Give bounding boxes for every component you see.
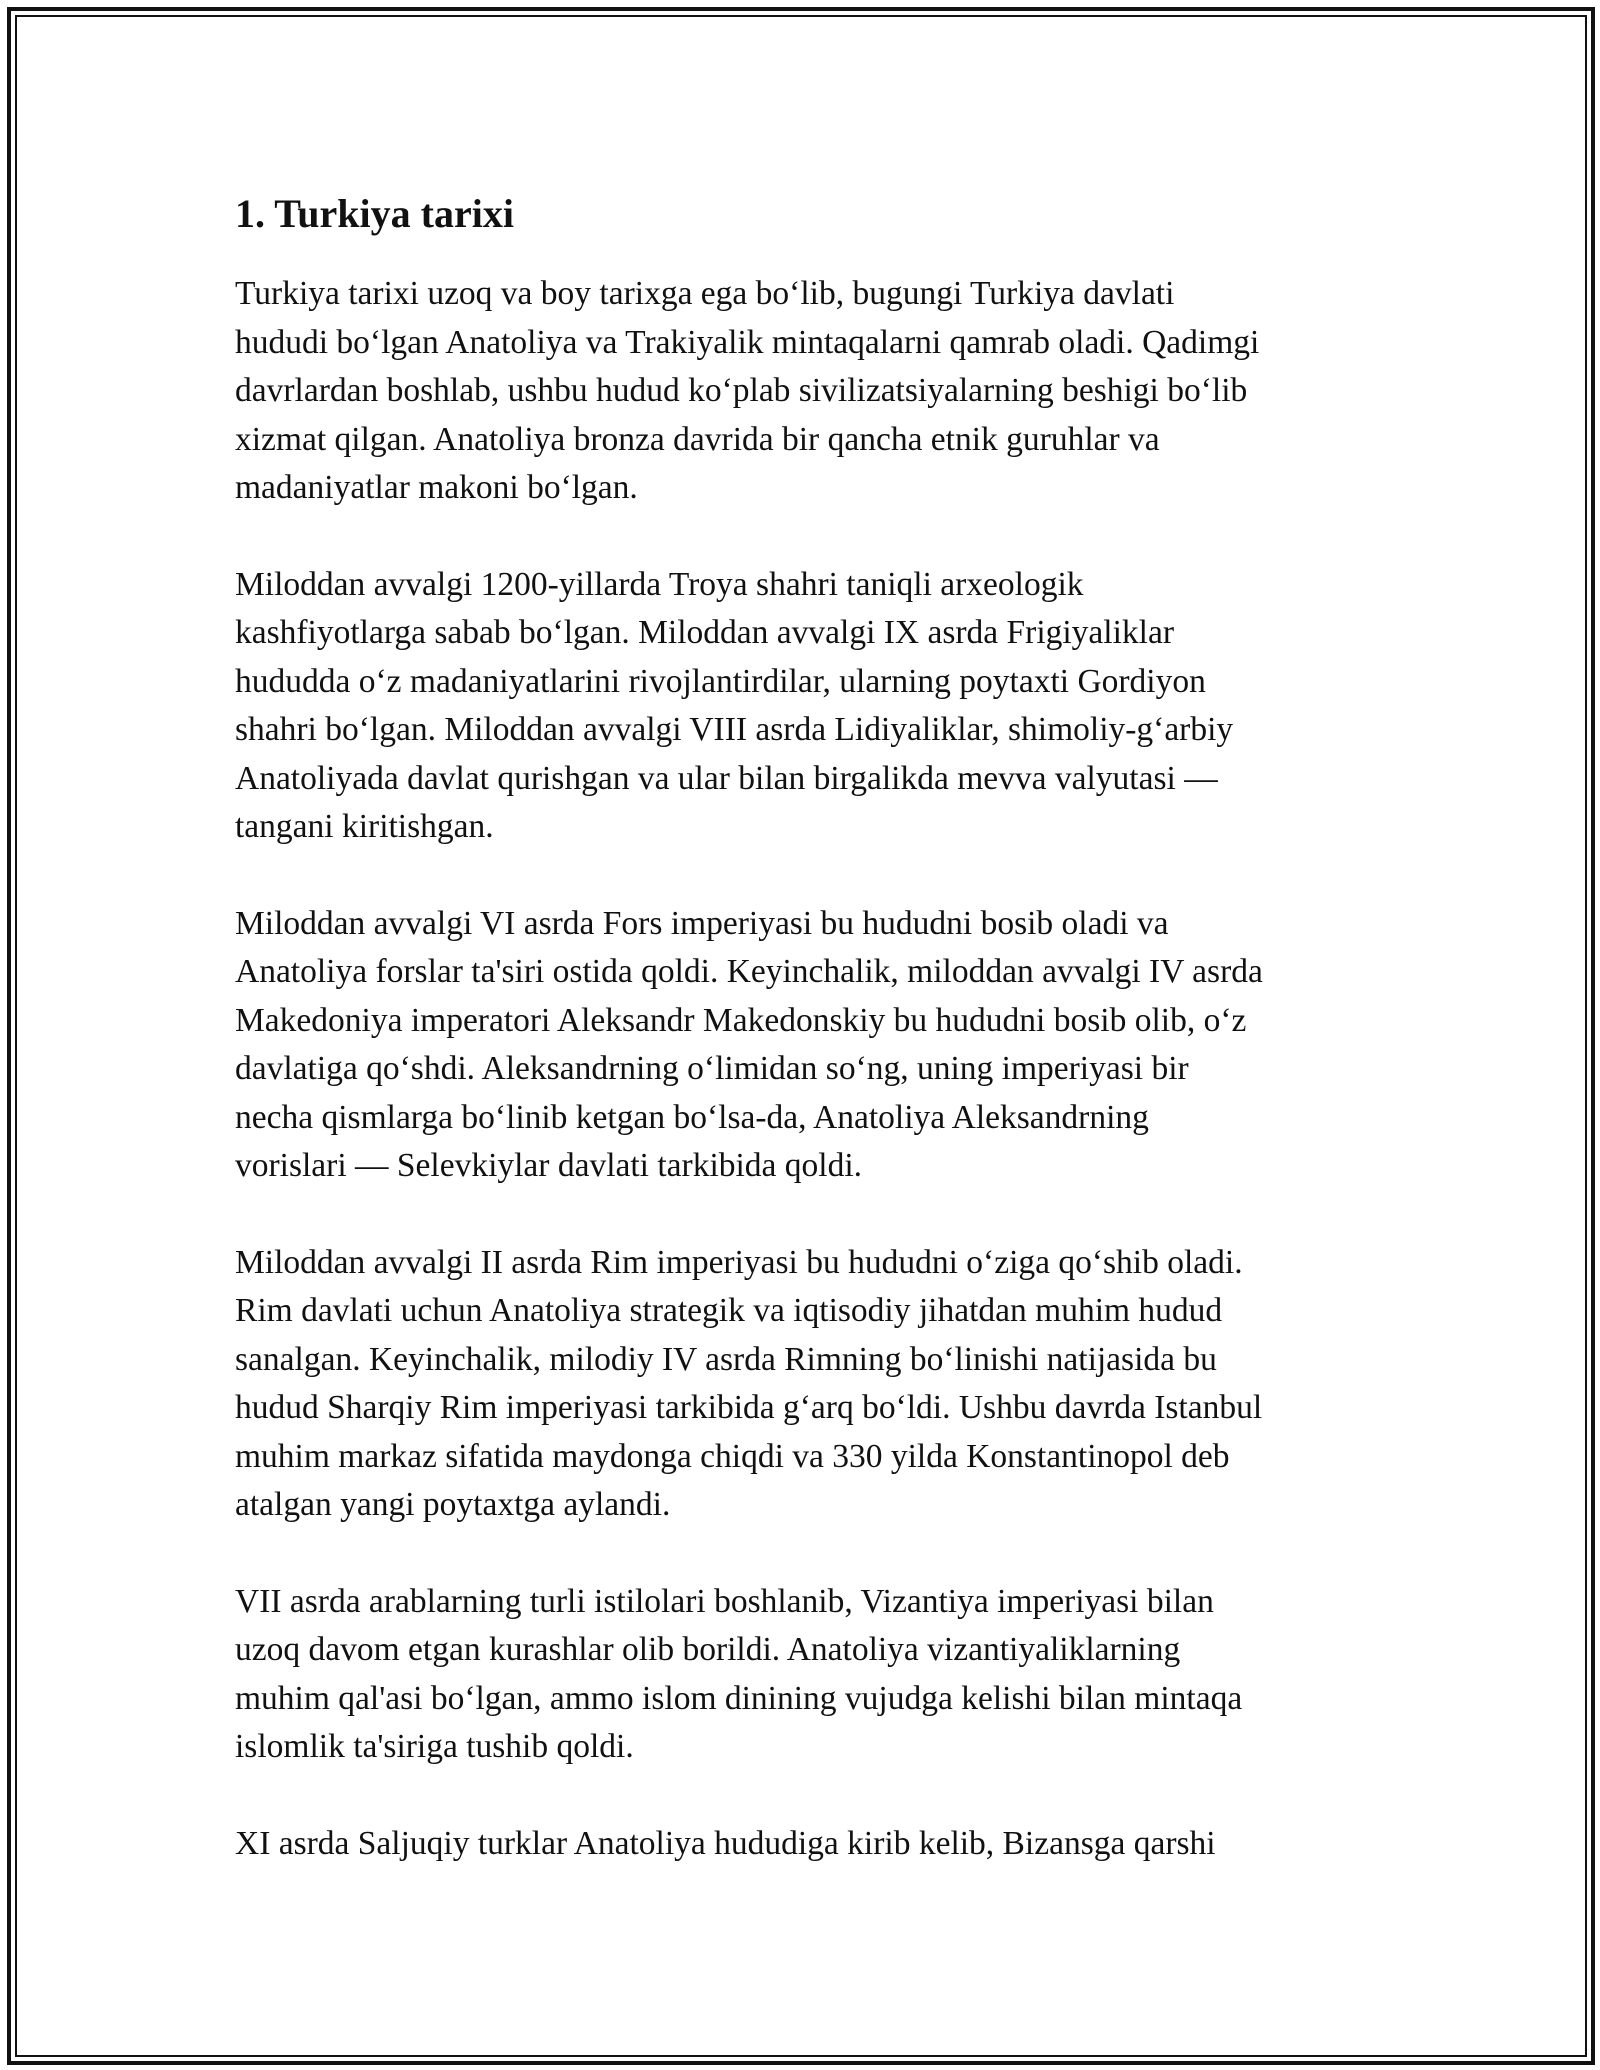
paragraph-line: Miloddan avvalgi II asrda Rim imperiyasi bu hududni o‘ziga qo‘shib oladi. bbox=[235, 1243, 1243, 1281]
paragraph-line: Turkiya tarixi uzoq va boy tarixga ega bo‘lib, bugungi Turkiya davlati bbox=[235, 275, 1175, 312]
paragraph-line: sanalgan. Keyinchalik, milodiy IV asrda Rimning bo‘linishi natijasida bu bbox=[235, 1340, 1217, 1378]
paragraph-line: hudud Sharqiy Rim imperiyasi tarkibida g‘arq bo‘ldi. Ushbu davrda Istanbul bbox=[235, 1389, 1263, 1426]
paragraph-line: islomlik ta'siriga tushib qoldi. bbox=[235, 1728, 634, 1765]
paragraph-line: muhim markaz sifatida maydonga chiqdi va 330 yilda Konstantinopol deb bbox=[235, 1437, 1230, 1475]
paragraph-5 bbox=[235, 1578, 1365, 1772]
paragraph-line: Miloddan avvalgi VI asrda Fors imperiyasi bu hududni bosib oladi va bbox=[235, 904, 1169, 942]
paragraph-line: tangani kiritishgan. bbox=[235, 808, 494, 845]
paragraph-1 bbox=[235, 270, 1365, 513]
paragraph-line: Miloddan avvalgi 1200-yillarda Troya shahri taniqli arxeologik bbox=[235, 565, 1084, 603]
paragraph-line: uzoq davom etgan kurashlar olib borildi. Anatoliya vizantiyaliklarning bbox=[235, 1631, 1181, 1668]
paragraph-line: necha qismlarga bo‘linib ketgan bo‘lsa-da, Anatoliya Aleksandrning bbox=[235, 1098, 1149, 1136]
paragraph-line: vorislari — Selevkiylar davlati tarkibida qoldi. bbox=[235, 1147, 863, 1184]
paragraph-line: xizmat qilgan. Anatoliya bronza davrida bir qancha etnik guruhlar va bbox=[235, 420, 1160, 458]
paragraph-line: XI asrda Saljuqiy turklar Anatoliya hududiga kirib kelib, Bizansga qarshi bbox=[235, 1824, 1216, 1862]
paragraph-line: madaniyatlar makoni bo‘lgan. bbox=[235, 469, 638, 506]
paragraph-line: muhim qal'asi bo‘lgan, ammo islom dinining vujudga kelishi bilan mintaqa bbox=[235, 1679, 1243, 1717]
paragraph-2 bbox=[235, 561, 1365, 852]
paragraph-line: Anatoliyada davlat qurishgan va ular bilan birgalikda mevva valyutasi — bbox=[235, 759, 1218, 797]
paragraph-line: hududi bo‘lgan Anatoliya va Trakiyalik mintaqalarni qamrab oladi. Qadimgi bbox=[235, 323, 1260, 361]
paragraph-line: shahri bo‘lgan. Miloddan avvalgi VIII asrda Lidiyaliklar, shimoliy-g‘arbiy bbox=[235, 711, 1234, 748]
paragraph-line: VII asrda arablarning turli istilolari boshlanib, Vizantiya imperiyasi bilan bbox=[235, 1582, 1214, 1620]
paragraph-line: davrlardan boshlab, ushbu hudud ko‘plab sivilizatsiyalarning beshigi bo‘lib bbox=[235, 372, 1248, 409]
paragraph-line: Makedoniya imperatori Aleksandr Makedonskiy bu hududni bosib olib, o‘z bbox=[235, 1001, 1247, 1039]
paragraph-line: atalgan yangi poytaxtga aylandi. bbox=[235, 1486, 671, 1523]
paragraph-6 bbox=[235, 1820, 1365, 1869]
paragraph-line: hududda o‘z madaniyatlarini rivojlantirdilar, ularning poytaxti Gordiyon bbox=[235, 662, 1206, 700]
paragraph-3 bbox=[235, 900, 1365, 1191]
paragraph-line: Anatoliya forslar ta'siri ostida qoldi. Keyinchalik, miloddan avvalgi IV asrda bbox=[235, 953, 1263, 990]
document-body bbox=[235, 188, 1365, 1916]
section-heading: 1. Turkiya tarixi bbox=[235, 191, 514, 236]
paragraph-line: davlatiga qo‘shdi. Aleksandrning o‘limidan so‘ng, uning imperiyasi bir bbox=[235, 1050, 1189, 1087]
paragraph-line: Rim davlati uchun Anatoliya strategik va iqtisodiy jihatdan muhim hudud bbox=[235, 1292, 1223, 1329]
paragraph-4 bbox=[235, 1239, 1365, 1530]
paragraph-line: kashfiyotlarga sabab bo‘lgan. Miloddan avvalgi IX asrda Frigiyaliklar bbox=[235, 614, 1174, 651]
